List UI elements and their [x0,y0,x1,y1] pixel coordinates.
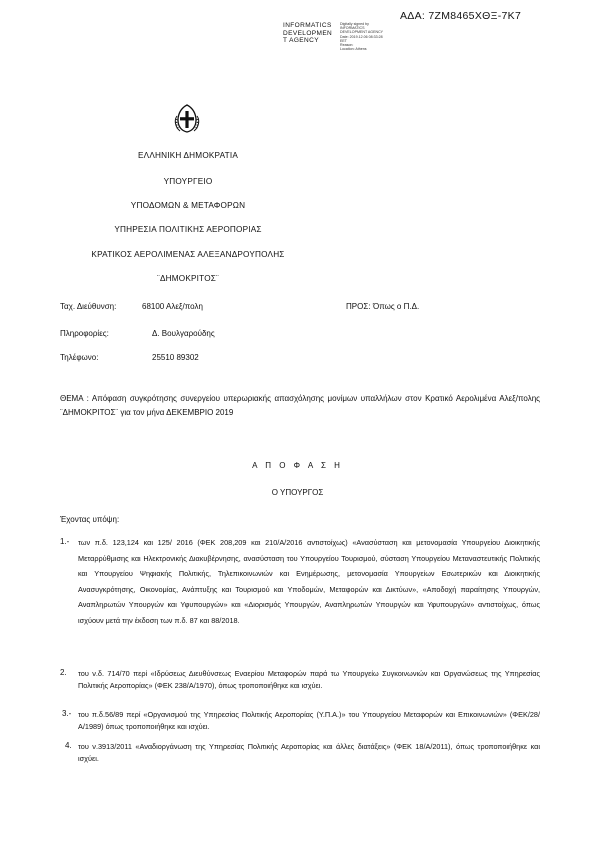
signature-line: Location: Athens [340,47,367,52]
agency-line: T AGENCY [283,37,319,44]
republic-heading: ΕΛΛΗΝΙΚΗ ΔΗΜΟΚΡΑΤΙΑ [138,151,238,160]
signature-line: EET [340,38,347,43]
list-item-text: του ν.3913/2011 «Αναδιοργάνωση της Υπηρεσίας Πολιτικής Αεροπορίας και άλλες διατάξεις» (ΦΕΚ 18/Α/2011), όπως τροποποιήθηκε και ισχύει. [78,742,540,763]
list-item-text: του π.δ.56/89 περί «Οργανισμού της Υπηρεσίας Πολιτικής Αεροπορίας (Υ.Π.Α.)» του Υπουργείου Μεταφορών και Επικοινωνιών» (ΦΕΚ/28/Α/1989) όπως τροποποιήθηκε και ισχύει. [78,710,540,731]
phone-value: 25510 89302 [152,353,199,362]
airport-name: ¨ΔΗΜΟΚΡΙΤΟΣ¨ [157,274,219,283]
list-item-number: 1.- [60,537,70,546]
signature-line: Date: 2019.12.06 08:33:28 [340,34,383,39]
signature-line: Digitally signed by [340,22,369,26]
address-value: 68100 Αλεξ/πολη [142,302,203,311]
list-item-text: των π.δ. 123,124 και 125/ 2016 (ΦΕΚ 208,209 και 210/Α/2016 αντιστοίχως) «Ανασύσταση και μετονομασία Υπουργείου Διοικητικής Μεταρρύθμισης και Ηλεκτρονικής Διακυβέρνησης, ανασύσταση του Υπουργείου Τουρισμού, σύσταση Υπουργείου Μεταναστευτικής Πολιτικής και Υπουργείου Ψηφιακής Πολιτικής, Τηλεπικοινωνιών και Ενημέρωσης, μετονομασία Υπουργείων Εσωτερικών και Διοικητικής Ανασυγκρότησης, Οικονομίας, Ανάπτυξης και Τουρισμού και Υποδομών, Μεταφορών και Δικτύων», «Αποδοχή παραίτησης Υπουργών, Αναπληρωτών Υπουργών και Υφυπουργών» και «Διορισμός Υπουργών, Αναπληρωτών Υπουργών και Υφυπουργών» αντιστοίχως, όπως ισχύουν μετά την έκδοση των π.δ. 87 και 88/2018. [78,538,540,625]
info-value: Δ. Βουλγαρούδης [152,329,215,338]
digital-signature-details [340,22,383,51]
signature-line: DEVELOPMENT AGENCY [340,30,384,35]
ministry-heading: ΥΠΟΥΡΓΕΙΟ [163,177,213,186]
having-regard-label: Έχοντας υπόψη: [60,515,120,524]
agency-line: INFORMATICS [283,22,332,29]
list-item-number: 3.- [62,709,72,718]
info-label: Πληροφορίες: [60,329,109,338]
address-label: Ταχ. Διεύθυνση: [60,302,117,311]
signature-line: INFORMATICS [340,26,365,31]
subject-text: ΘΕΜΑ : Απόφαση συγκρότησης συνεργείου υπερωριακής απασχόλησης μονίμων υπαλλήλων στον Κρατικό Αερολιμένα Αλεξ/πολης ¨ΔΗΜΟΚΡΙΤΟΣ¨ για τον μήνα ΔΕΚΕΜΒΡΙΟ 2019 [60,394,540,417]
list-item-text: του ν.δ. 714/70 περί «Ιδρύσεως Διευθύνσεως Εναερίου Μεταφορών παρά τω Υπουργείω Συγκοινωνιών και Οργανώσεως της Υπηρεσίας Πολιτικής Αεροπορίας» (ΦΕΚ 238/Α/1970), όπως τροποποιήθηκε και ισχύει. [78,669,540,690]
ada-identifier: ΑΔΑ: 7ΖΜ8465ΧΘΞ-7Κ7 [400,10,522,22]
ministry-name: ΥΠΟΔΟΜΩΝ & ΜΕΤΑΦΟΡΩΝ [130,201,246,210]
decision-title: Α Π Ο Φ Α Σ Η [252,461,343,470]
list-item-number: 4. [65,741,72,750]
signing-agency-name [283,22,332,45]
airport-heading: ΚΡΑΤΙΚΟΣ ΑΕΡΟΛΙΜΕΝΑΣ ΑΛΕΞΑΝΔΡΟΥΠΟΛΗΣ [91,250,285,259]
phone-label: Τηλέφωνο: [60,353,99,362]
service-name: ΥΠΗΡΕΣΙΑ ΠΟΛΙΤΙΚΗΣ ΑΕΡΟΠΟΡΙΑΣ [114,225,262,234]
minister-heading: Ο ΥΠΟΥΡΓΟΣ [271,488,324,497]
greek-emblem-icon [172,102,202,135]
list-item-number: 2. [60,668,67,677]
agency-line: DEVELOPMEN [283,29,333,37]
recipient-value: Όπως ο Π.Δ. [373,302,420,311]
recipient-label: ΠΡΟΣ: [346,302,371,311]
signature-line: Reason: [340,43,354,48]
